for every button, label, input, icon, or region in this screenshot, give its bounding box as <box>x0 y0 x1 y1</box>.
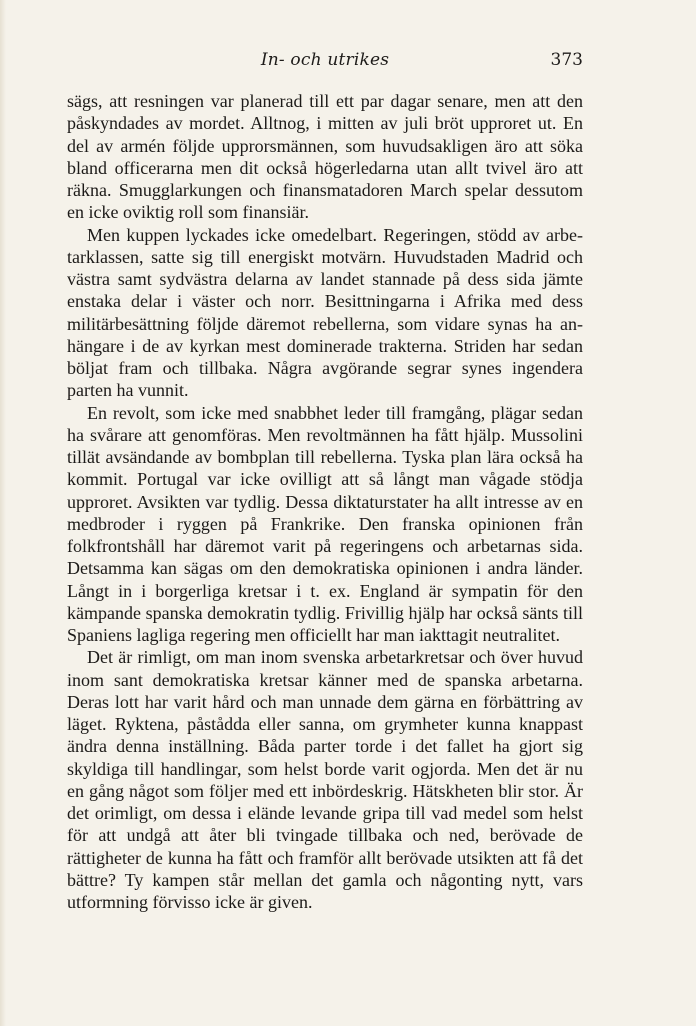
paragraph-2: Men kuppen lyckades icke omedelbart. Regeringen, stödd av arbetarklassen, satte sig till energiskt motvärn. Huvudstaden Madrid och västra samt sydvästra delarna av landet stannade på dess sida jämte enstaka delar i väster och norr. Besittningarna i Afrika med dess militärbesättning följde däremot rebellerna, som vidare synas ha anhängare i de av kyrkan mest dominerade trakterna. Striden har sedan böljat fram och tillbaka. Några avgörande segrar synes ingendera parten ha vunnit. <box>67 224 583 401</box>
paragraph-4: Det är rimligt, om man inom svenska arbetarkretsar och över huvud inom sant demokratiska kretsar känner med de spanska arbetarna. Deras lott har varit hård och man unnade dem gärna en förbättring av läget. Ryktena, påstådda eller sanna, om grymheter kunna knappast ändra denna inställning. Båda parter torde i det fallet ha gjort sig skyldiga till handlingar, som helst borde varit ogjorda. Men det är nu en gång något som följer med ett inbördeskrig. Hätskheten blir stor. Är det orimligt, om dessa i elände levande gripa till vad medel som helst för att undgå att åter bli tvingade tillbaka och ned, berövade de rättigheter de kunna ha fått och framför allt berövade utsikten att få det bättre? Ty kampen står mellan det gamla och någonting nytt, vars utformning förvisso icke är given. <box>67 647 583 912</box>
page-edge-shadow <box>0 0 6 1026</box>
paragraph-3: En revolt, som icke med snabbhet leder till framgång, plägar sedan ha svårare att genomföras. Men revoltmännen ha fått hjälp. Mussolini tillät avsändande av bombplan till rebellerna. Tyska plan lära också ha kommit. Portugal var icke ovilligt att så långt man vågade stödja upproret. Avsikten var tydlig. Dessa diktaturstater ha allt intresse av en medbroder i ryggen på Frankrike. Den franska opinionen från folkfrontshåll har däremot varit på regeringens och arbetarnas sida. Detsamma kan sägas om den demokratiska opinionen i andra länder. Långt in i borgerliga kretsar i t. ex. England är sympatin för den kämpande spanska demokratin tydlig. Frivillig hjälp har också sänts till Spaniens lagliga regering men officiellt har man iakttagit neutralitet. <box>67 402 583 645</box>
running-head <box>67 50 583 76</box>
page-number: 373 <box>550 50 583 70</box>
body-text <box>67 90 583 913</box>
running-title: In- och utrikes <box>260 50 390 70</box>
paragraph-1: sägs, att resningen var planerad till ett par dagar senare, men att den påskyndades av mordet. Alltnog, i mitten av juli bröt upproret ut. En del av armén följde upprorsmännen, som huvudsakligen äro att söka bland officerarna men dit också högerledarna utan allt tvivel äro att räkna. Smugglarkungen och finansmatadoren March spelar dessutom en icke oviktig roll som finansiär. <box>67 91 583 223</box>
